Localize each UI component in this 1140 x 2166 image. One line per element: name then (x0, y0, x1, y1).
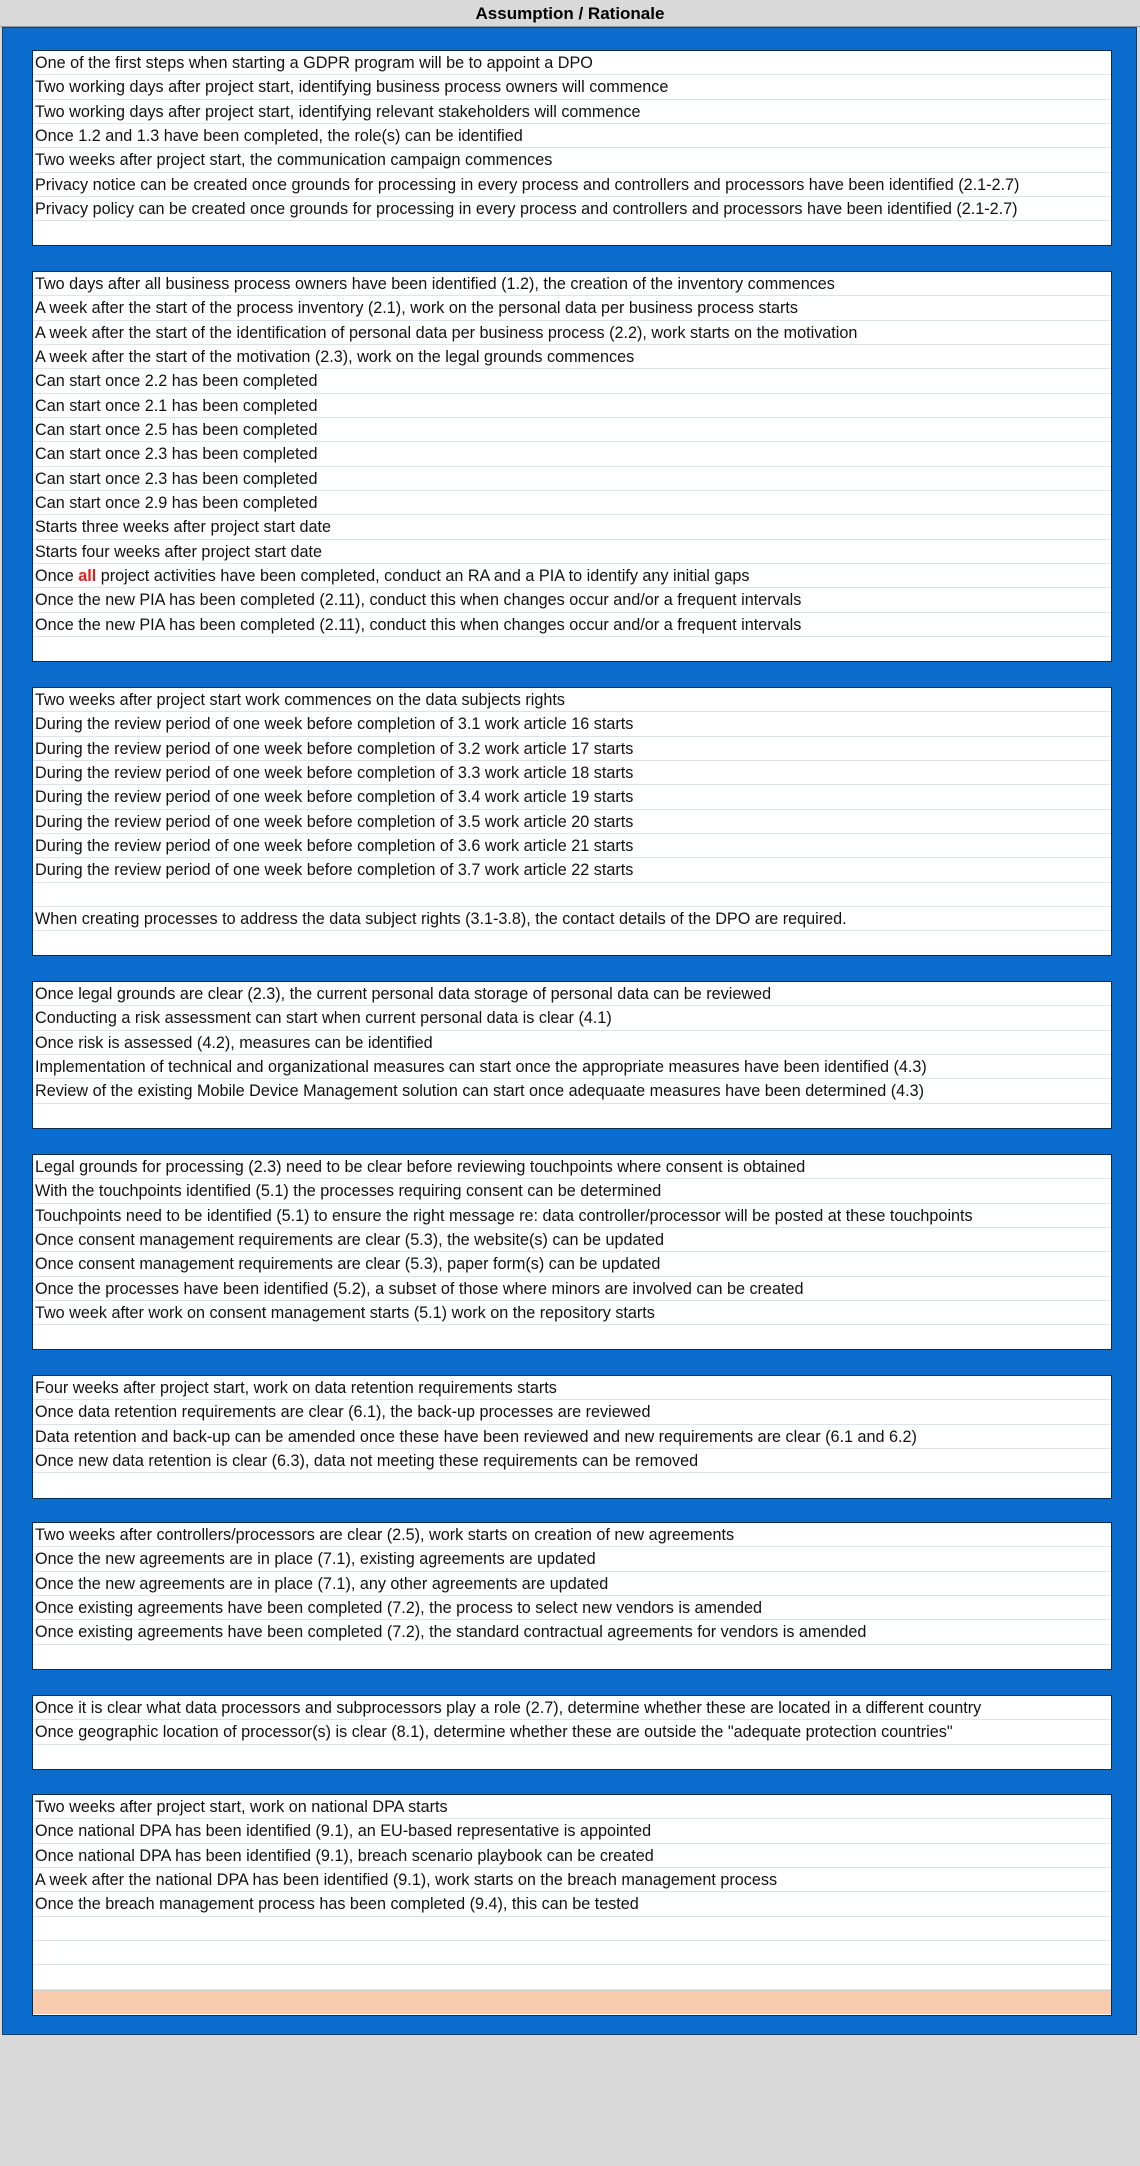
table-row[interactable]: Once national DPA has been identified (9.1), an EU-based representative is appointed (33, 1819, 1111, 1843)
table-row[interactable]: Can start once 2.5 has been completed (33, 418, 1111, 442)
table-row[interactable] (33, 1917, 1111, 1941)
table-row[interactable]: Two weeks after controllers/processors are clear (2.5), work starts on creation of new agreements (33, 1523, 1111, 1547)
table-row[interactable]: Legal grounds for processing (2.3) need to be clear before reviewing touchpoints where consent is obtained (33, 1155, 1111, 1179)
table-row[interactable]: When creating processes to address the data subject rights (3.1-3.8), the contact details of the DPO are required. (33, 907, 1111, 931)
table-row[interactable]: Once existing agreements have been completed (7.2), the standard contractual agreements for vendors is amended (33, 1620, 1111, 1644)
table-row[interactable]: Review of the existing Mobile Device Management solution can start once adequaate measures have been determined (4.3) (33, 1079, 1111, 1103)
table-row[interactable]: Two working days after project start, identifying business process owners will commence (33, 75, 1111, 99)
table-row[interactable] (33, 931, 1111, 955)
section-governance (32, 50, 1112, 246)
table-row[interactable]: During the review period of one week before completion of 3.5 work article 20 starts (33, 810, 1111, 834)
table-row[interactable]: Once the new PIA has been completed (2.11), conduct this when changes occur and/or a frequent intervals (33, 613, 1111, 637)
section-data-retention (32, 1375, 1112, 1499)
section-agreements (32, 1522, 1112, 1670)
highlight-suffix: project activities have been completed, conduct an RA and a PIA to identify any initial gaps (96, 567, 750, 586)
table-row[interactable]: During the review period of one week before completion of 3.4 work article 19 starts (33, 785, 1111, 809)
table-row[interactable]: Data retention and back-up can be amended once these have been reviewed and new requirements are clear (6.1 and 6.2) (33, 1425, 1111, 1449)
table-row[interactable]: Once new data retention is clear (6.3), data not meeting these requirements can be removed (33, 1449, 1111, 1473)
table-row[interactable]: One of the first steps when starting a GDPR program will be to appoint a DPO (33, 51, 1111, 75)
table-row[interactable]: Once the breach management process has been completed (9.4), this can be tested (33, 1892, 1111, 1916)
table-row[interactable] (33, 1745, 1111, 1769)
table-row[interactable]: Once 1.2 and 1.3 have been completed, the role(s) can be identified (33, 124, 1111, 148)
table-row[interactable]: A week after the start of the process inventory (2.1), work on the personal data per business process starts (33, 296, 1111, 320)
table-row[interactable]: Two week after work on consent management starts (5.1) work on the repository starts (33, 1301, 1111, 1325)
highlight-prefix: Once (35, 567, 79, 586)
table-row[interactable]: A week after the start of the identification of personal data per business process (2.2), work starts on the motivation (33, 321, 1111, 345)
table-row[interactable]: Can start once 2.1 has been completed (33, 394, 1111, 418)
table-row[interactable]: Privacy notice can be created once grounds for processing in every process and controllers and processors have been identified (2.1-2.7) (33, 173, 1111, 197)
table-row[interactable]: Implementation of technical and organizational measures can start once the appropriate measures have been identified (4.3) (33, 1055, 1111, 1079)
table-row[interactable] (33, 883, 1111, 907)
table-row[interactable]: Two working days after project start, identifying relevant stakeholders will commence (33, 100, 1111, 124)
table-row[interactable]: During the review period of one week before completion of 3.3 work article 18 starts (33, 761, 1111, 785)
table-row[interactable]: Two weeks after project start, work on national DPA starts (33, 1795, 1111, 1819)
section-consent (32, 1154, 1112, 1350)
table-row[interactable]: Touchpoints need to be identified (5.1) to ensure the right message re: data controller/processor will be posted at these touchpoints (33, 1204, 1111, 1228)
table-row[interactable]: Once it is clear what data processors and subprocessors play a role (2.7), determine whether these are located in a different country (33, 1696, 1111, 1720)
column-header-title: Assumption / Rationale (475, 4, 665, 23)
section-processor-location (32, 1695, 1112, 1770)
section-data-subject-rights (32, 687, 1112, 956)
table-row[interactable] (33, 1325, 1111, 1349)
table-row[interactable]: Can start once 2.9 has been completed (33, 491, 1111, 515)
table-row[interactable]: Starts three weeks after project start date (33, 515, 1111, 539)
table-row[interactable]: During the review period of one week before completion of 3.1 work article 16 starts (33, 712, 1111, 736)
table-row[interactable]: Once the processes have been identified (5.2), a subset of those where minors are involved can be created (33, 1277, 1111, 1301)
table-row[interactable]: Once the new agreements are in place (7.1), existing agreements are updated (33, 1547, 1111, 1571)
table-row[interactable] (33, 1965, 1111, 1989)
table-row[interactable]: Two days after all business process owners have been identified (1.2), the creation of the inventory commences (33, 272, 1111, 296)
highlight-emphasis: all (78, 567, 97, 586)
table-row[interactable] (33, 1645, 1111, 1669)
section-breach-management (32, 1794, 1112, 2016)
table-row[interactable]: Conducting a risk assessment can start when current personal data is clear (4.1) (33, 1006, 1111, 1030)
table-row[interactable]: Privacy policy can be created once grounds for processing in every process and controllers and processors have been identified (2.1-2.7) (33, 197, 1111, 221)
table-row[interactable]: Once consent management requirements are clear (5.3), the website(s) can be updated (33, 1228, 1111, 1252)
table-row[interactable]: Two weeks after project start, the communication campaign commences (33, 148, 1111, 172)
table-row[interactable]: Can start once 2.3 has been completed (33, 467, 1111, 491)
table-row[interactable]: Once national DPA has been identified (9.1), breach scenario playbook can be created (33, 1844, 1111, 1868)
table-row[interactable]: With the touchpoints identified (5.1) the processes requiring consent can be determined (33, 1179, 1111, 1203)
table-row[interactable] (33, 221, 1111, 245)
section-inventory (32, 271, 1112, 662)
table-row[interactable]: Once geographic location of processor(s) is clear (8.1), determine whether these are outside the "adequate protection countries" (33, 1720, 1111, 1744)
table-row[interactable]: Can start once 2.2 has been completed (33, 369, 1111, 393)
rationale-panel (2, 27, 1137, 2035)
table-row[interactable]: Once risk is assessed (4.2), measures can be identified (33, 1031, 1111, 1055)
table-row[interactable]: A week after the start of the motivation (2.3), work on the legal grounds commences (33, 345, 1111, 369)
table-row[interactable] (33, 1941, 1111, 1965)
table-row[interactable]: During the review period of one week before completion of 3.2 work article 17 starts (33, 737, 1111, 761)
table-row[interactable]: Once the new PIA has been completed (2.11), conduct this when changes occur and/or a frequent intervals (33, 588, 1111, 612)
section-risk-measures (32, 981, 1112, 1129)
table-row[interactable]: Once legal grounds are clear (2.3), the current personal data storage of personal data can be reviewed (33, 982, 1111, 1006)
table-row[interactable]: During the review period of one week before completion of 3.6 work article 21 starts (33, 834, 1111, 858)
column-header (0, 0, 1140, 27)
table-row[interactable] (33, 637, 1111, 661)
table-row[interactable]: Four weeks after project start, work on data retention requirements starts (33, 1376, 1111, 1400)
table-row[interactable] (33, 1104, 1111, 1128)
table-row[interactable]: Two weeks after project start work commences on the data subjects rights (33, 688, 1111, 712)
table-row[interactable]: Once existing agreements have been completed (7.2), the process to select new vendors is amended (33, 1596, 1111, 1620)
table-row[interactable]: Starts four weeks after project start date (33, 540, 1111, 564)
table-row[interactable]: Once data retention requirements are clear (6.1), the back-up processes are reviewed (33, 1400, 1111, 1424)
table-row[interactable]: Can start once 2.3 has been completed (33, 442, 1111, 466)
highlighted-empty-row[interactable] (33, 1990, 1111, 2014)
table-row[interactable]: Once consent management requirements are clear (5.3), paper form(s) can be updated (33, 1252, 1111, 1276)
table-row[interactable]: During the review period of one week before completion of 3.7 work article 22 starts (33, 858, 1111, 882)
table-row[interactable] (33, 1473, 1111, 1497)
table-row-highlight[interactable] (33, 564, 1111, 588)
table-row[interactable]: A week after the national DPA has been identified (9.1), work starts on the breach management process (33, 1868, 1111, 1892)
table-row[interactable]: Once the new agreements are in place (7.1), any other agreements are updated (33, 1572, 1111, 1596)
